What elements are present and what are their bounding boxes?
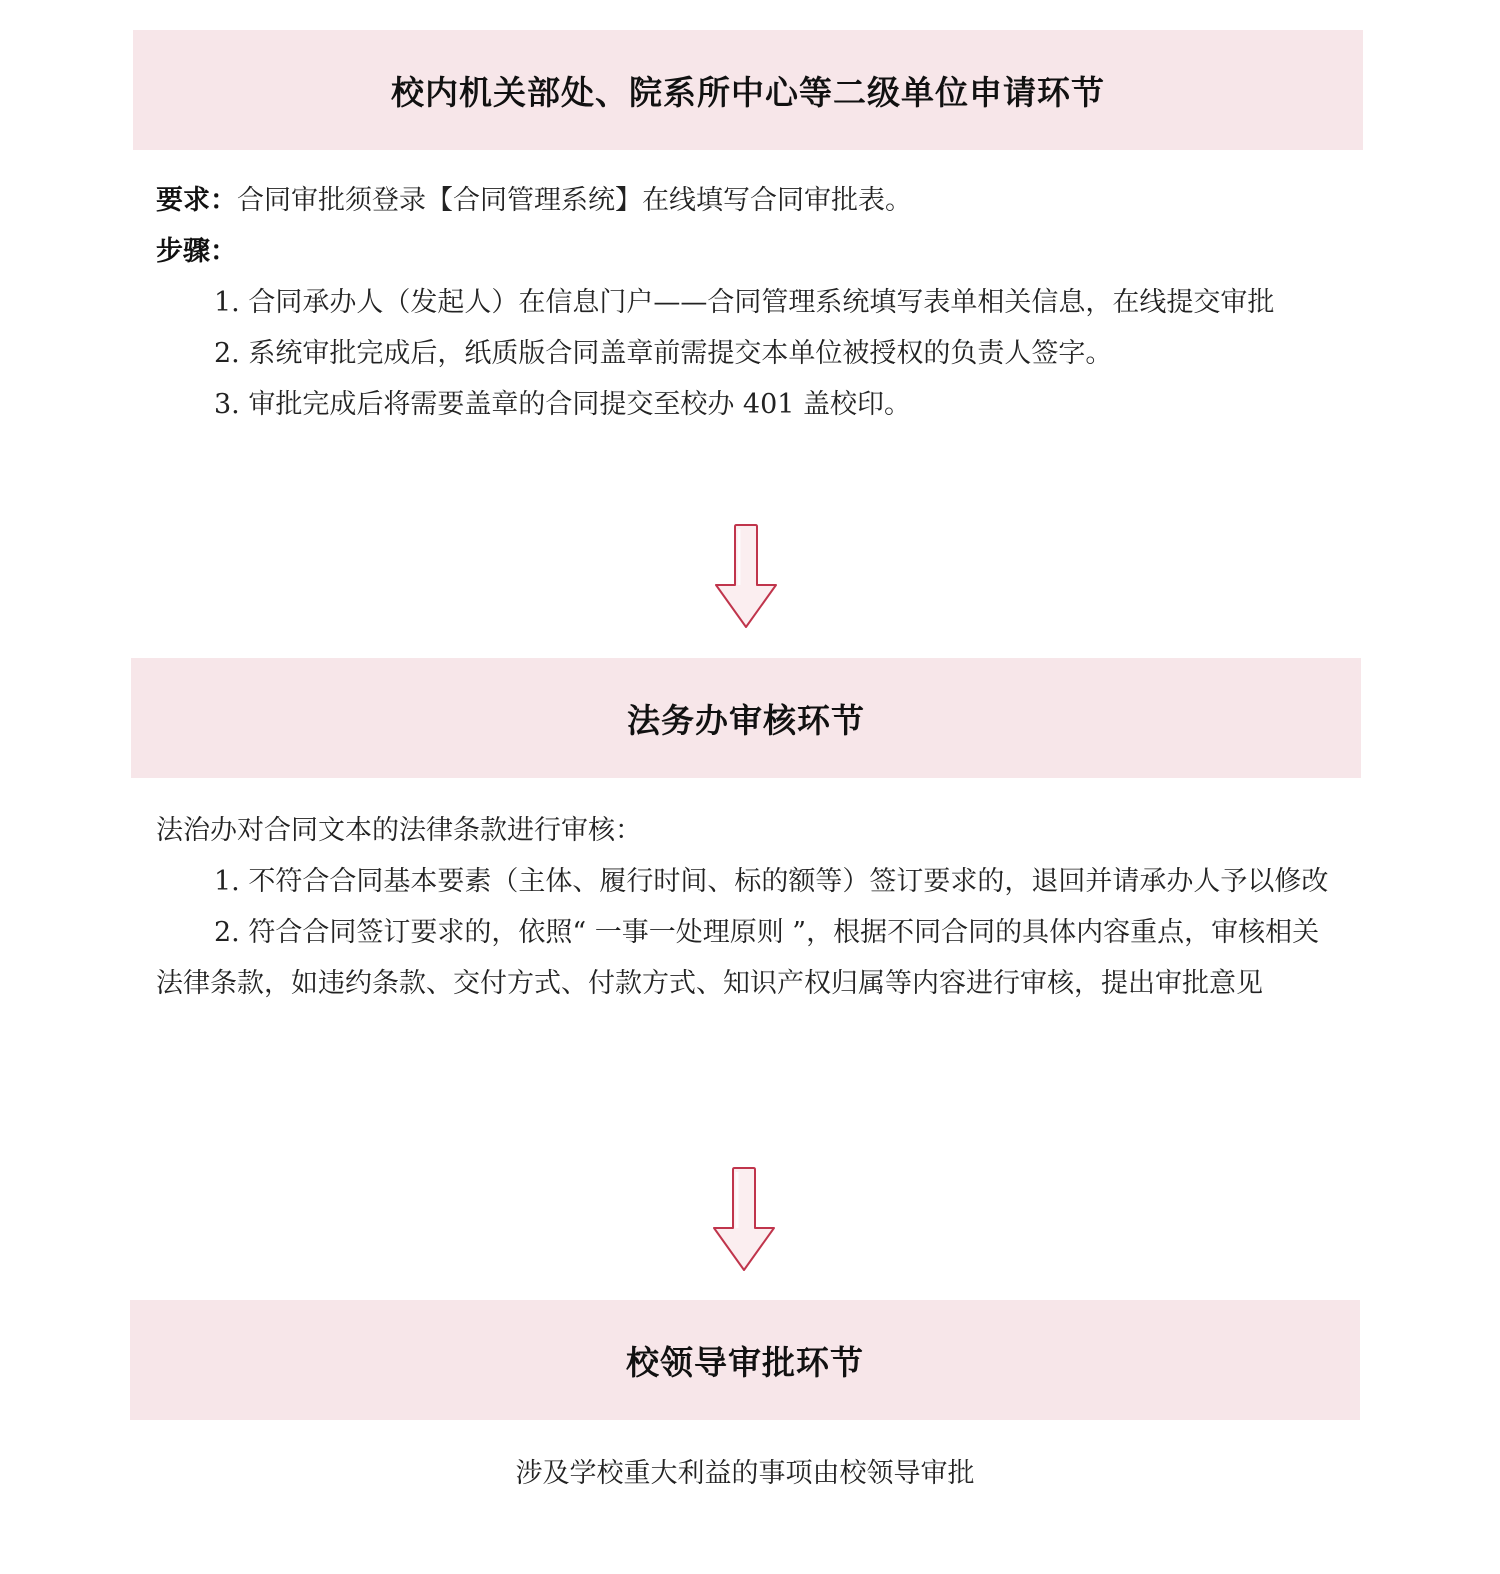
down-arrow-icon <box>714 524 778 628</box>
step-item: 1. 不符合合同基本要素（主体、履行时间、标的额等）签订要求的，退回并请承办人予以修改 <box>214 866 1329 897</box>
requirement-text: 合同审批须登录【合同管理系统】在线填写合同审批表。 <box>237 185 912 216</box>
stage-title: 法务办审核环节 <box>627 700 865 740</box>
stage-header-application <box>133 30 1363 150</box>
leadership-approval-text: 涉及学校重大利益的事项由校领导审批 <box>515 1458 975 1489</box>
step-item: 3. 审批完成后将需要盖章的合同提交至校办 401 盖校印。 <box>214 389 912 420</box>
requirement-line <box>156 175 1336 226</box>
stage-header-legal-review <box>131 658 1361 778</box>
steps-label: 步骤： <box>156 236 237 267</box>
stage-title: 校领导审批环节 <box>626 1342 864 1382</box>
legal-review-stage-content <box>156 805 1336 1009</box>
step-item: 2. 符合合同签订要求的，依照“ 一事一处理原则 ”，根据不同合同的具体内容重点，审核相关法律条款，如违约条款、交付方式、付款方式、知识产权归属等内容进行审核，提出审批意见 <box>156 917 1320 999</box>
steps-line <box>156 226 1336 277</box>
step-item: 1. 合同承办人（发起人）在信息门户——合同管理系统填写表单相关信息，在线提交审批 <box>214 287 1275 318</box>
stage-title: 校内机关部处、院系所中心等二级单位申请环节 <box>391 72 1105 112</box>
stage-header-leadership-approval <box>130 1300 1360 1420</box>
application-stage-content <box>156 175 1336 430</box>
intro-line: 法治办对合同文本的法律条款进行审核： <box>156 815 642 846</box>
requirement-label: 要求： <box>156 185 237 216</box>
down-arrow-icon <box>712 1167 776 1271</box>
step-item: 2. 系统审批完成后，纸质版合同盖章前需提交本单位被授权的负责人签字。 <box>214 338 1113 369</box>
